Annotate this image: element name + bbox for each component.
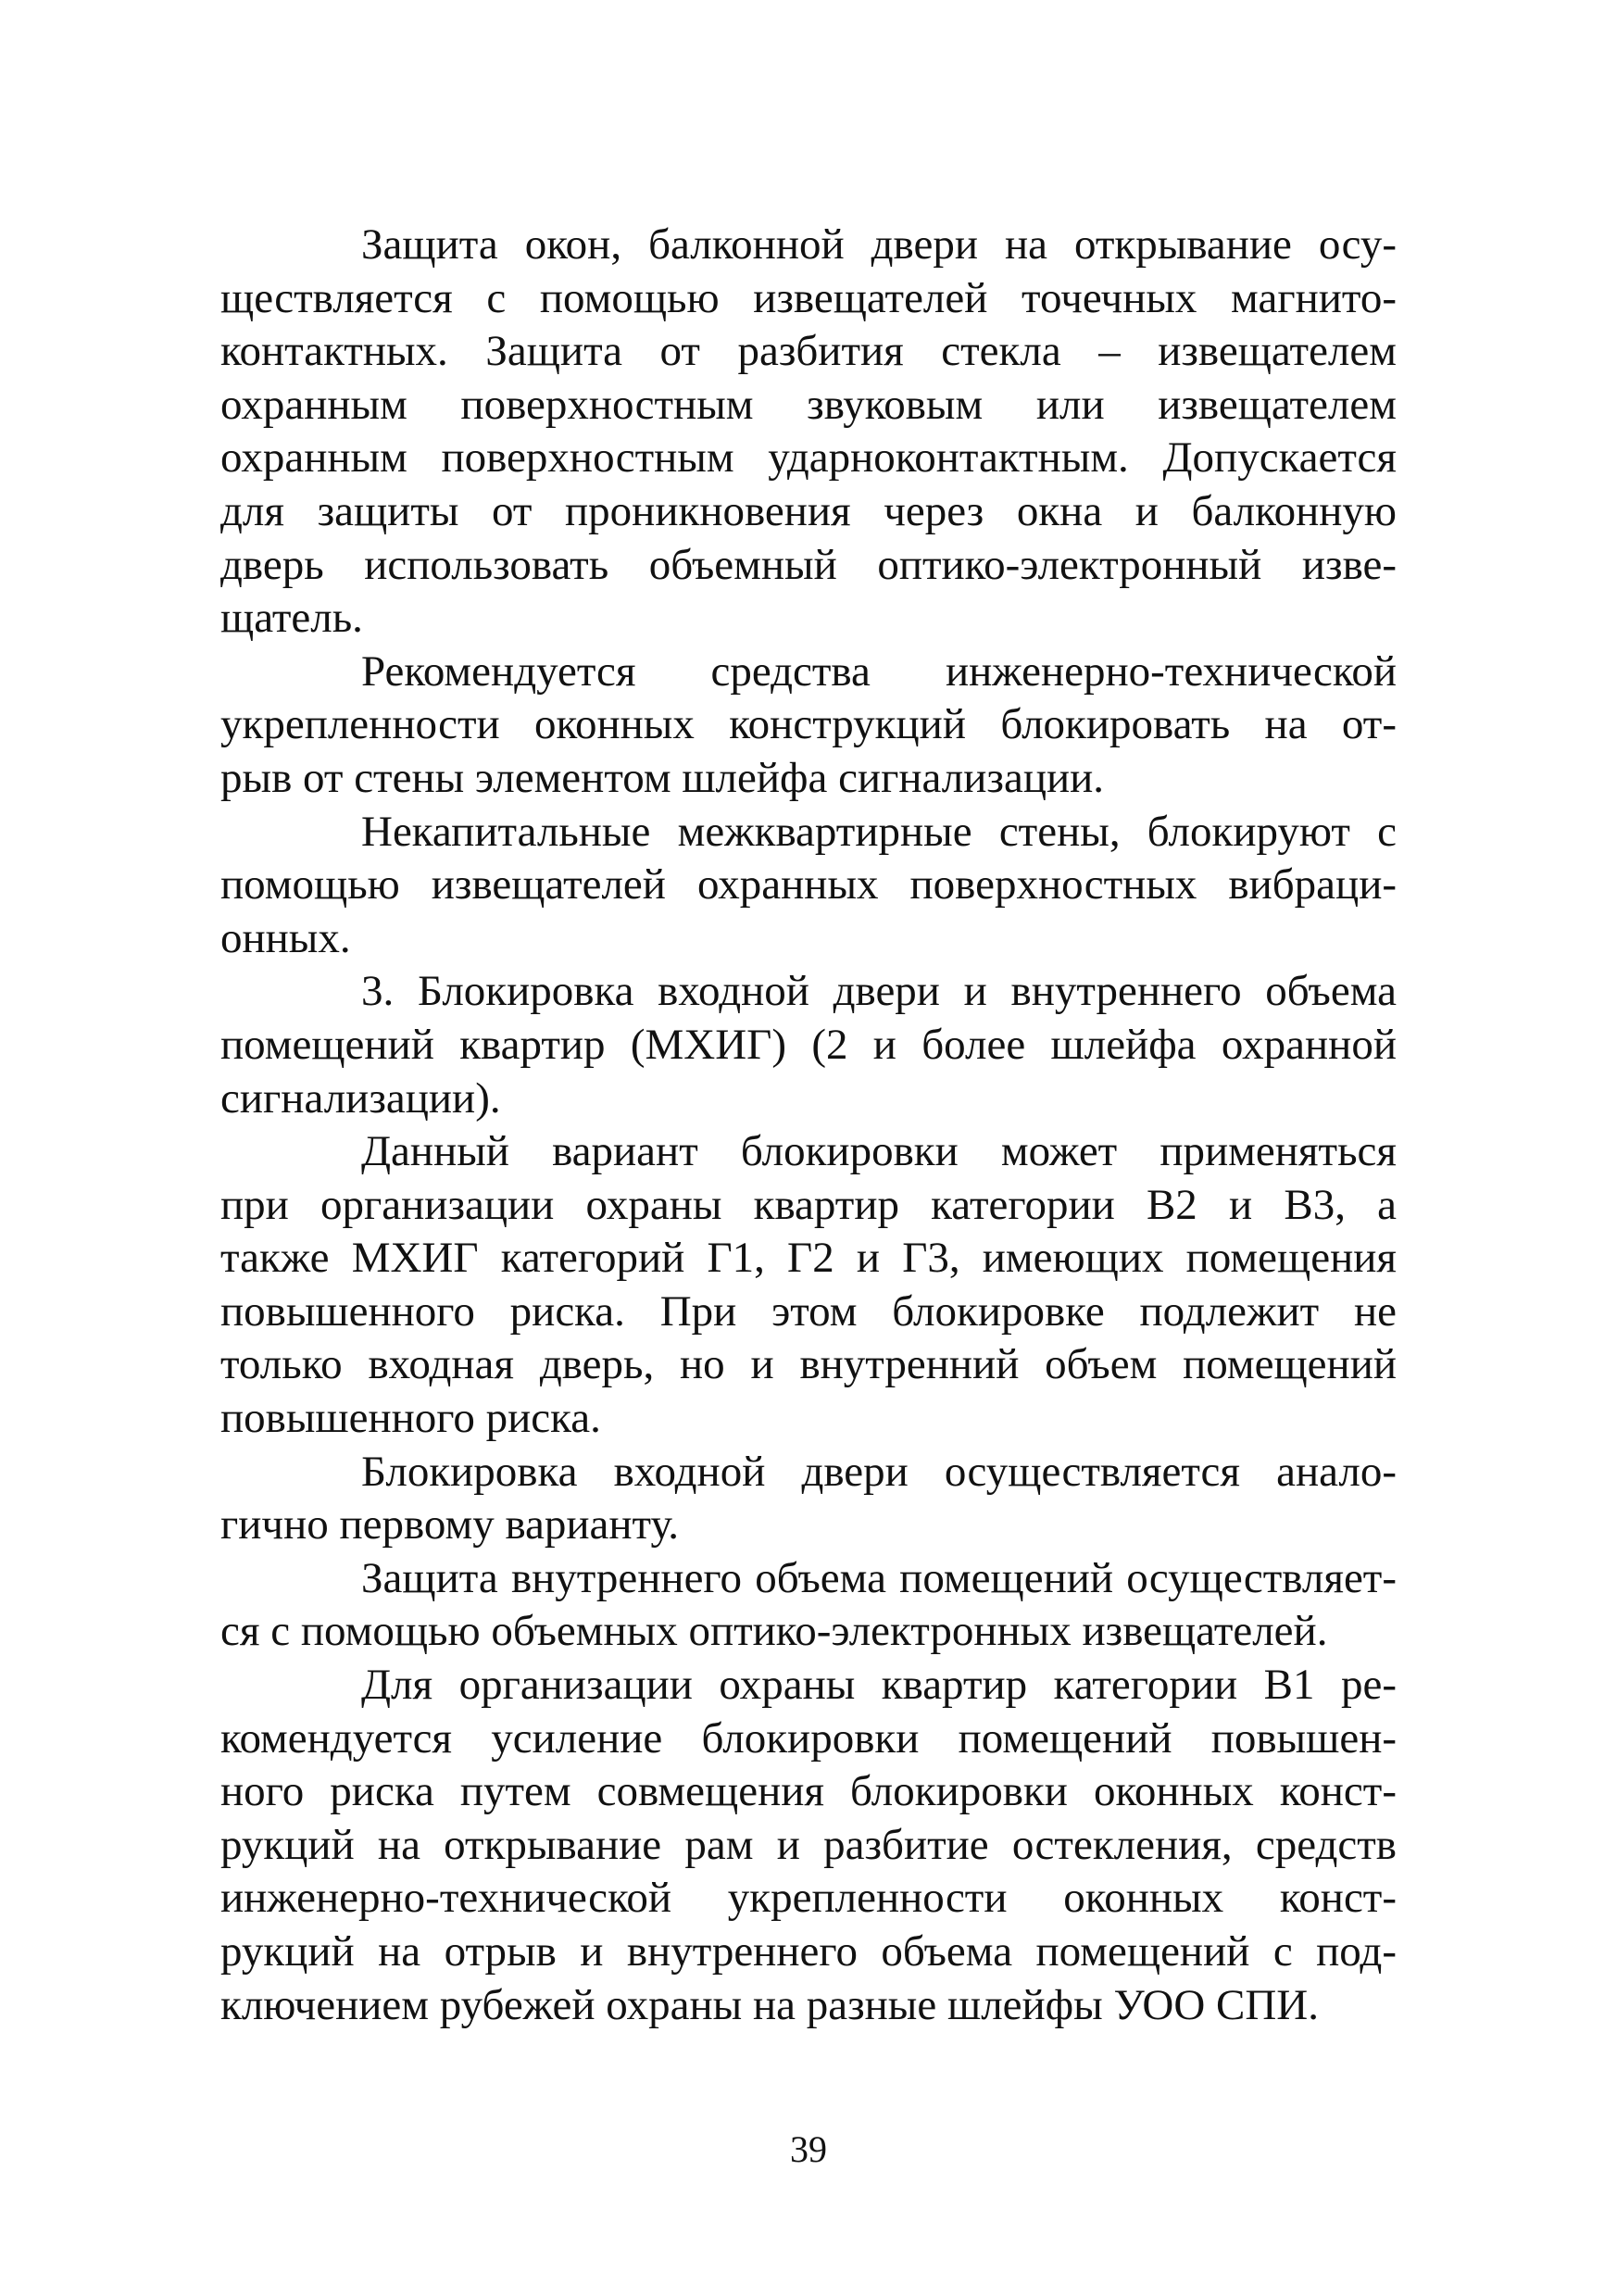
text-line: Защита внутреннего объема помещений осуществляет- <box>361 1553 1397 1602</box>
text-line: Некапитальные межквартирные стены, блокируют с <box>361 807 1397 856</box>
text-line: Защита окон, балконной двери на открывание осу- <box>361 220 1397 269</box>
text-line: сигнализации). <box>220 1073 501 1123</box>
text-line: инженерно-технической укрепленности оконных конст- <box>220 1874 1397 1923</box>
text-line: охранным поверхностным ударноконтактным. Допускается <box>220 433 1397 483</box>
text-line: помощью извещателей охранных поверхностных вибраци- <box>220 860 1397 910</box>
text-line: ся с помощью объемных оптико-электронных извещателей. <box>220 1607 1328 1656</box>
text-line: щатель. <box>220 594 363 643</box>
text-line: комендуется усиление блокировки помещений повышен- <box>220 1713 1397 1763</box>
text-line: ществляется с помощью извещателей точечных магнито- <box>220 273 1397 322</box>
text-line: Для организации охраны квартир категории В1 ре- <box>361 1661 1397 1710</box>
paragraph <box>220 806 1397 966</box>
paragraph <box>220 965 1397 1125</box>
text-line: дверь использовать объемный оптико-электронный изве- <box>220 540 1397 589</box>
text-line: помещений квартир (МХИГ) (2 и более шлейфа охранной <box>220 1020 1397 1069</box>
text-line: также МХИГ категорий Г1, Г2 и Г3, имеющих помещения <box>220 1234 1397 1283</box>
text-line: при организации охраны квартир категории В2 и В3, а <box>220 1180 1397 1229</box>
body-text <box>220 219 1397 2032</box>
text-line: рыв от стены элементом шлейфа сигнализации. <box>220 753 1105 802</box>
text-line: для защиты от проникновения через окна и балконную <box>220 486 1397 535</box>
text-line: Данный вариант блокировки может применяться <box>361 1127 1397 1176</box>
text-line: контактных. Защита от разбития стекла – извещателем <box>220 327 1397 376</box>
paragraph <box>220 1552 1397 1659</box>
text-line: повышенного риска. <box>220 1394 601 1443</box>
text-line: онных. <box>220 913 351 962</box>
paragraph <box>220 219 1397 646</box>
text-line: 3. Блокировка входной двери и внутреннего объема <box>361 967 1397 1016</box>
text-line: повышенного риска. При этом блокировке подлежит не <box>220 1286 1397 1336</box>
text-line: только входная дверь, но и внутренний объем помещений <box>220 1340 1397 1389</box>
paragraph <box>220 646 1397 806</box>
text-line: укрепленности оконных конструкций блокировать на от- <box>220 700 1397 749</box>
text-line: рукций на отрыв и внутреннего объема помещений с под- <box>220 1927 1397 1976</box>
text-line: Блокировка входной двери осуществляется анало- <box>361 1447 1397 1496</box>
page-number: 39 <box>790 2128 827 2170</box>
text-line: ключением рубежей охраны на разные шлейфы УОО СПИ. <box>220 1980 1319 2029</box>
text-line: рукций на открывание рам и разбитие остекления, средств <box>220 1820 1397 1869</box>
text-line: гично первому варианту. <box>220 1500 680 1549</box>
text-line: Рекомендуется средства инженерно-технической <box>361 646 1397 696</box>
text-line: ного риска путем совмещения блокировки оконных конст- <box>220 1767 1397 1816</box>
paragraph <box>220 1446 1397 1552</box>
text-line: охранным поверхностным звуковым или извещателем <box>220 380 1397 429</box>
paragraph <box>220 1659 1397 2032</box>
paragraph <box>220 1125 1397 1446</box>
